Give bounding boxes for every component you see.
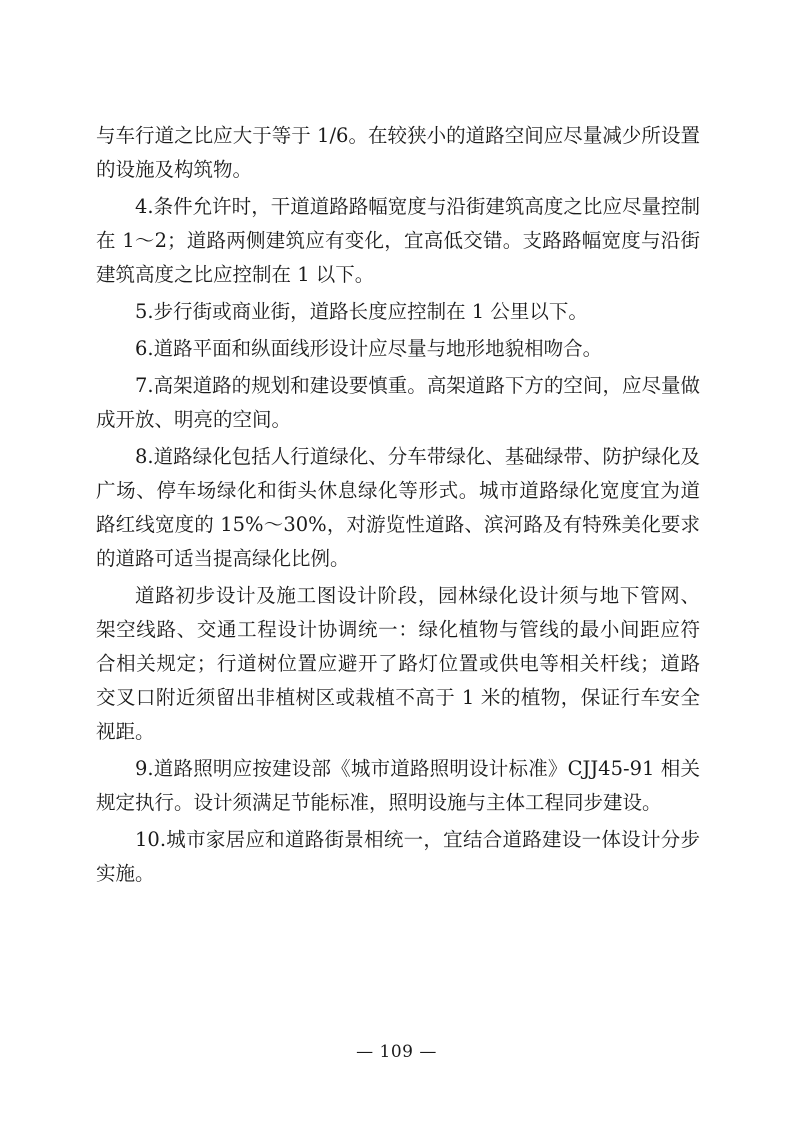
- paragraph-item-4: 4.条件允许时，干道道路路幅宽度与沿街建筑高度之比应尽量控制在 1～2；道路两侧建筑应有变化，宜高低交错。支路路幅宽度与沿街建筑高度之比应控制在 1 以下。: [96, 195, 700, 286]
- page-number: — 109 —: [356, 1042, 437, 1062]
- paragraph-item-7: 7.高架道路的规划和建设要慎重。高架道路下方的空间，应尽量做成开放、明亮的空间。: [96, 374, 700, 431]
- paragraph-item-10: 10.城市家居应和道路街景相统一，宜结合道路建设一体设计分步实施。: [96, 828, 700, 885]
- paragraph-green-design: 道路初步设计及施工图设计阶段，园林绿化设计须与地下管网、架空线路、交通工程设计协调统一：绿化植物与管线的最小间距应符合相关规定；行道树位置应避开了路灯位置或供电等相关杆线；道路交叉口附近须留出非植树区或栽植不高于 1 米的植物，保证行车安全视距。: [96, 584, 700, 743]
- body-text: [96, 119, 700, 894]
- paragraph-item-8: 8.道路绿化包括人行道绿化、分车带绿化、基础绿带、防护绿化及广场、停车场绿化和街头休息绿化等形式。城市道路绿化宽度宜为道路红线宽度的 15%～30%，对游览性道路、滨河路及有特殊美化要求的道路可适当提高绿化比例。: [96, 445, 700, 570]
- paragraph-item-5: 5.步行街或商业街，道路长度应控制在 1 公里以下。: [135, 300, 588, 323]
- paragraph-continuation: 与车行道之比应大于等于 1/6。在较狭小的道路空间应尽量减少所设置的设施及构筑物。: [96, 124, 700, 181]
- paragraph-item-9: 9.道路照明应按建设部《城市道路照明设计标准》CJJ45-91 相关规定执行。设计须满足节能标准，照明设施与主体工程同步建设。: [96, 757, 700, 814]
- paragraph-item-6: 6.道路平面和纵面线形设计应尽量与地形地貌相吻合。: [135, 337, 603, 360]
